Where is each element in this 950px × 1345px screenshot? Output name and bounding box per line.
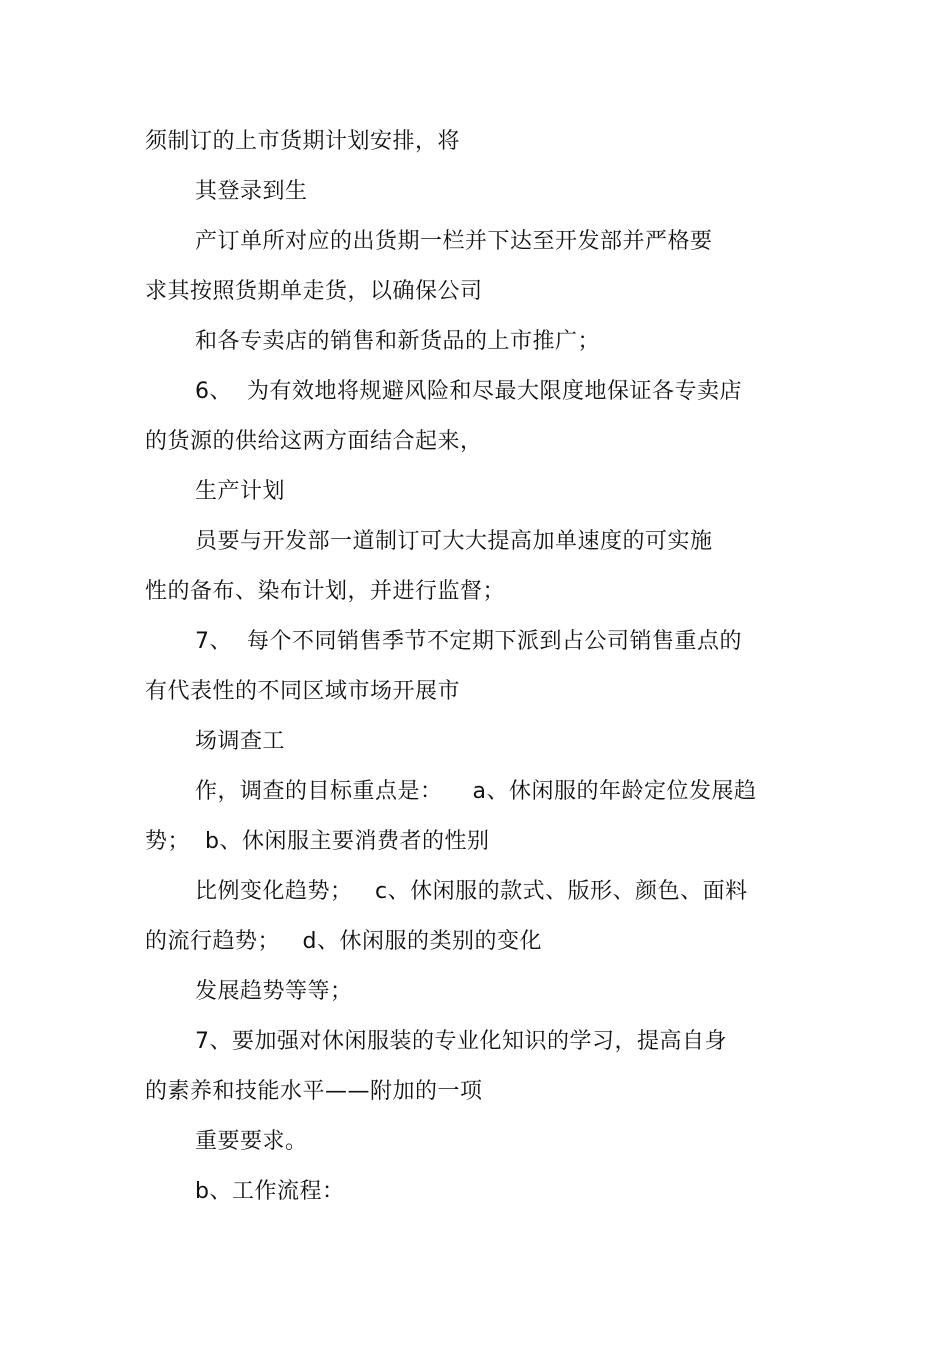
text-line: 的货源的供给这两方面结合起来， — [145, 429, 483, 454]
text-line: 生产计划 — [195, 479, 286, 504]
text-line: 其登录到生 — [195, 179, 308, 204]
text-line: 场调查工 — [195, 729, 286, 754]
text-line: 的流行趋势； d、休闲服的类别的变化 — [145, 929, 542, 954]
text-line: 有代表性的不同区域市场开展市 — [145, 679, 461, 704]
text-line: 6、 为有效地将规避风险和尽最大限度地保证各专卖店 — [195, 379, 742, 404]
text-line: b、工作流程： — [195, 1179, 345, 1204]
text-line: 势； b、休闲服主要消费者的性别 — [145, 829, 490, 854]
text-line: 性的备布、染布计划，并进行监督； — [145, 579, 506, 604]
text-line: 员要与开发部一道制订可大大提高加单速度的可实施 — [195, 529, 713, 554]
text-line: 产订单所对应的出货期一栏并下达至开发部并严格要 — [195, 229, 713, 254]
text-line: 重要要求。 — [195, 1129, 308, 1154]
text-line: 和各专卖店的销售和新货品的上市推广； — [195, 329, 601, 354]
text-line: 的素养和技能水平——附加的一项 — [145, 1079, 483, 1104]
text-line: 7、 每个不同销售季节不定期下派到占公司销售重点的 — [195, 629, 742, 654]
text-line: 求其按照货期单走货，以确保公司 — [145, 279, 483, 304]
text-line: 须制订的上市货期计划安排，将 — [145, 129, 461, 154]
text-line: 7、要加强对休闲服装的专业化知识的学习，提高自身 — [195, 1029, 727, 1054]
text-line: 发展趋势等等； — [195, 979, 353, 1004]
text-line: 作，调查的目标重点是： a、休闲服的年龄定位发展趋 — [195, 779, 757, 804]
text-line: 比例变化趋势； c、休闲服的款式、版形、颜色、面料 — [195, 879, 748, 904]
